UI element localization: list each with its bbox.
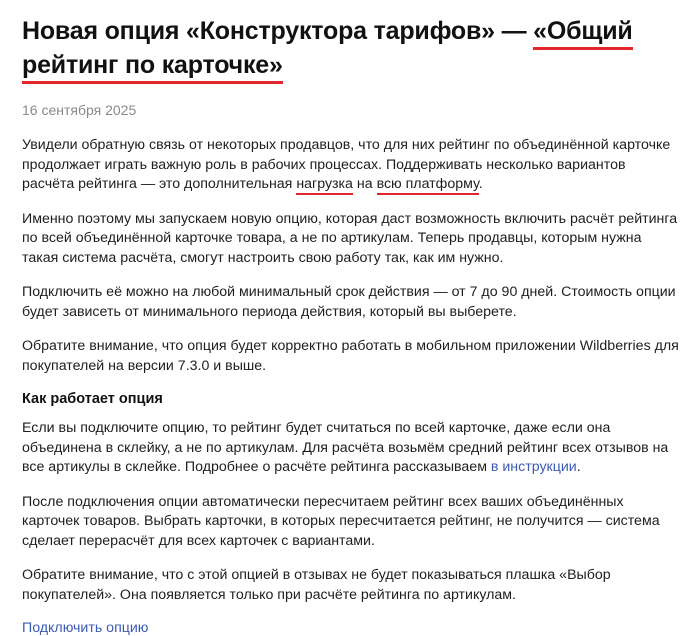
paragraph-how-it-works [22, 419, 680, 478]
paragraph-new-option: Именно поэтому мы запускаем новую опцию, которая даст возможность включить расчёт рейтинга по всей объединённой карточке товара, а не по артикулам. Теперь продавцы, которым нужна такая система расчёта, смогут настроить свою работу так, как им нужно. [22, 210, 678, 266]
paragraph-buyers-choice: Обратите внимание, что с этой опцией в отзывах не будет показываться плашка «Выбор покупателей». Она появляется только при расчёте рейтинга по артикулам. [22, 567, 611, 603]
publish-date: 16 сентября 2025 [22, 102, 137, 118]
section-heading: Как работает опция [22, 391, 163, 407]
connect-option-link[interactable]: Подключить опцию [22, 620, 149, 636]
underlined-platform: всю платформу [377, 176, 479, 195]
p1-text-a: Увидели обратную связь от некоторых продавцов, что для них рейтинг по объединённой карточке продолжает играть важную роль в рабочих процессах. Поддерживать несколько вариантов расчёта рейтинга — это дополнительная [22, 137, 671, 192]
instruction-link[interactable]: в инструкции [490, 459, 577, 475]
title-main: Новая опция «Конструктора тарифов» — [22, 17, 534, 45]
paragraph-app-version: Обратите внимание, что опция будет корректно работать в мобильном приложении Wildberries для покупателей на версии 7.3.0 и выше. [22, 338, 679, 374]
title-highlight: «Общий рейтинг по карточке» [22, 17, 633, 84]
p1-text-c: . [478, 176, 483, 192]
paragraph-duration: Подключить её можно на любой минимальный срок действия — от 7 до 90 дней. Стоимость опции будет зависеть от минимального периода действия, который вы выберете. [22, 284, 676, 320]
article-title [22, 14, 680, 82]
p1-text-b: на [352, 176, 377, 192]
paragraph-recalculation: После подключения опции автоматически пересчитаем рейтинг всех ваших объединённых карточек товаров. Выбрать карточки, в которых пересчитается рейтинг, не получится — система сделает перерасчёт для всех карточек с вариантами. [22, 493, 660, 549]
paragraph-feedback [22, 136, 680, 195]
p5-text-a: Если вы подключите опцию, то рейтинг будет считаться по всей карточке, даже если она объединена в склейку, а не по артикулам. Для расчёта возьмём средний рейтинг всех отзывов на все артикулы в склейке. Подробнее о расчёте рейтинга рассказываем [22, 420, 669, 475]
underlined-load: нагрузка [296, 176, 353, 195]
p5-text-b: . [576, 459, 581, 475]
